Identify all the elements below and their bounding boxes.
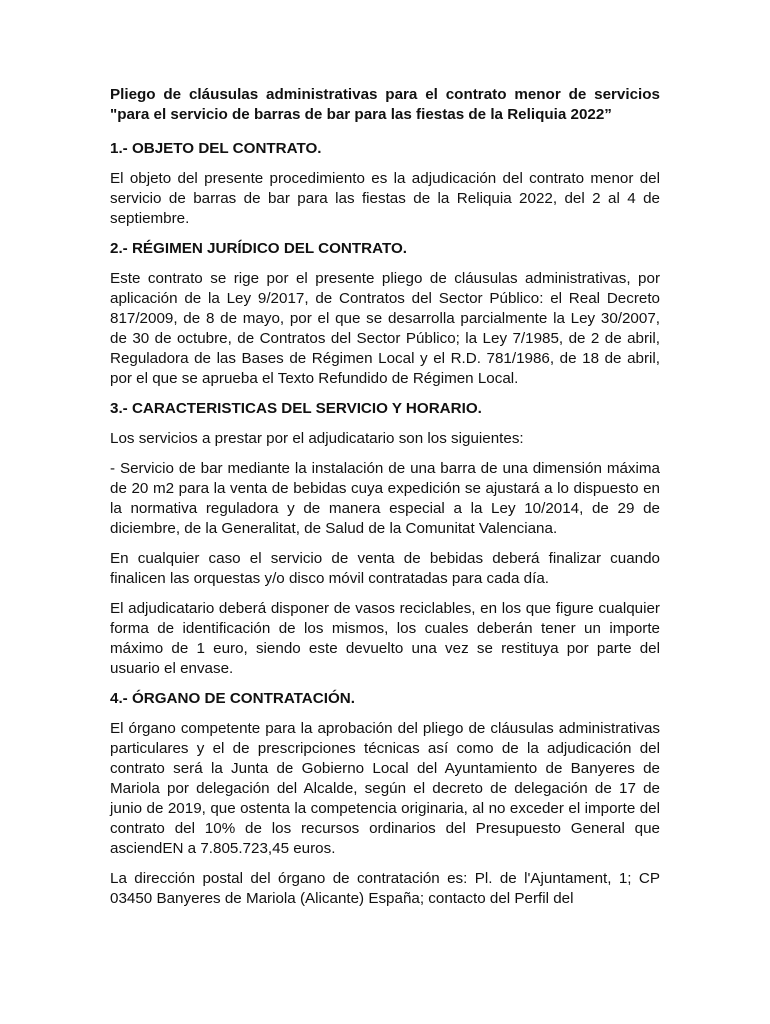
section-3 (110, 399, 660, 679)
section-paragraph: En cualquier caso el servicio de venta de bebidas deberá finalizar cuando finalicen las orquestas y/o disco móvil contratadas para cada día. (110, 550, 660, 587)
section-heading: 3.- CARACTERISTICAS DEL SERVICIO Y HORARIO. (110, 400, 482, 417)
section-2 (110, 239, 660, 389)
section-heading: 1.- OBJETO DEL CONTRATO. (110, 140, 322, 157)
section-1 (110, 139, 660, 229)
section-paragraph: Este contrato se rige por el presente pliego de cláusulas administrativas, por aplicación de la Ley 9/2017, de Contratos del Sector Público: el Real Decreto 817/2009, de 8 de mayo, por el que se desarrolla parcialmente la Ley 30/2007, de 30 de octubre, de Contratos del Sector Público; la Ley 7/1985, de 2 de abril, Reguladora de las Bases de Régimen Local y el R.D. 781/1986, de 18 de abril, por el que se aprueba el Texto Refundido de Régimen Local. (110, 270, 660, 387)
section-paragraph: - Servicio de bar mediante la instalación de una barra de una dimensión máxima de 20 m2 para la venta de bebidas cuya expedición se ajustará a lo dispuesto en la normativa reguladora y de manera especial a la Ley 10/2014, de 29 de diciembre, de la Generalitat, de Salud de la Comunitat Valenciana. (110, 460, 660, 537)
section-heading: 4.- ÓRGANO DE CONTRATACIÓN. (110, 690, 355, 707)
section-paragraph: Los servicios a prestar por el adjudicatario son los siguientes: (110, 430, 524, 447)
section-paragraph: La dirección postal del órgano de contratación es: Pl. de l'Ajuntament, 1; CP 03450 Banyeres de Mariola (Alicante) España; contacto del Perfil del (110, 870, 660, 907)
section-paragraph: El órgano competente para la aprobación del pliego de cláusulas administrativas particulares y el de prescripciones técnicas así como de la adjudicación del contrato será la Junta de Gobierno Local del Ayuntamiento de Banyeres de Mariola por delegación del Alcalde, según el decreto de delegación de 17 de junio de 2019, que ostenta la competencia originaria, al no exceder el importe del contrato del 10% de los recursos ordinarios del Presupuesto General que asciendEN a 7.805.723,45 euros. (110, 720, 660, 857)
document-title-line-1: Pliego de cláusulas administrativas para el contrato menor de servicios (110, 86, 660, 103)
document-title (110, 85, 660, 125)
section-heading: 2.- RÉGIMEN JURÍDICO DEL CONTRATO. (110, 240, 408, 257)
document-title-line-2: "para el servicio de barras de bar para las fiestas de la Reliquia 2022” (110, 106, 612, 123)
section-paragraph: El objeto del presente procedimiento es la adjudicación del contrato menor del servicio de barras de bar para las fiestas de la Reliquia 2022, del 2 al 4 de septiembre. (110, 170, 660, 227)
section-4 (110, 689, 660, 909)
document-content (110, 85, 660, 909)
section-paragraph: El adjudicatario deberá disponer de vasos reciclables, en los que figure cualquier forma de identificación de los mismos, los cuales deberán tener un importe máximo de 1 euro, siendo este devuelto una vez se restituya por parte del usuario el envase. (110, 600, 660, 677)
